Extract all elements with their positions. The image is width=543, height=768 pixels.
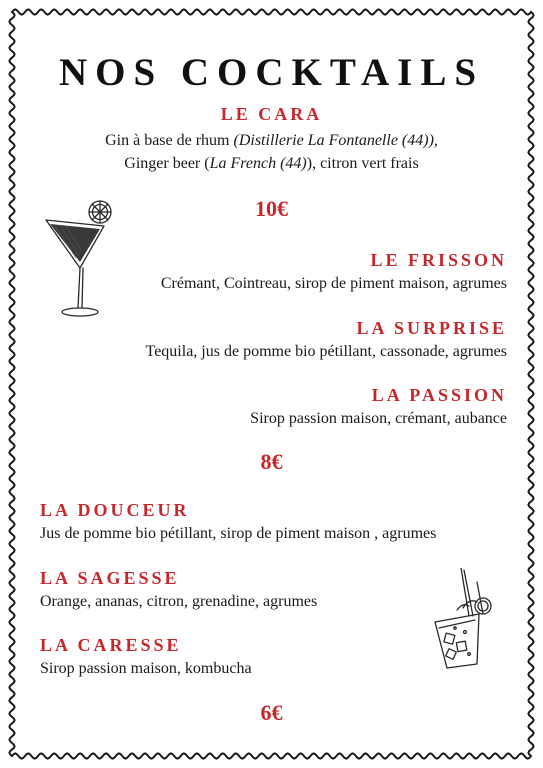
cocktail-name-la-passion: LA PASSION xyxy=(371,385,507,405)
cocktail-desc-la-caresse: Sirop passion maison, kombucha xyxy=(40,660,252,677)
cocktail-name-la-sagesse: LA SAGESSE xyxy=(40,568,180,588)
price-8: 8€ xyxy=(260,449,283,474)
cocktail-desc-le-cara-line2: Ginger beer (La French (44)), citron vert frais xyxy=(124,155,419,172)
price-10: 10€ xyxy=(255,196,288,221)
cocktail-desc-le-frisson: Crémant, Cointreau, sirop de piment maison, agrumes xyxy=(160,275,507,292)
cocktail-desc-le-cara-line1: Gin à base de rhum (Distillerie La Fontanelle (44)), xyxy=(105,132,438,149)
cocktail-desc-la-sagesse: Orange, ananas, citron, grenadine, agrumes xyxy=(40,593,318,610)
cocktail-name-le-frisson: LE FRISSON xyxy=(370,250,507,270)
cocktail-name-le-cara: LE CARA xyxy=(220,104,323,124)
cocktail-name-la-caresse: LA CARESSE xyxy=(40,635,182,655)
cocktail-desc-la-passion: Sirop passion maison, crémant, aubance xyxy=(250,410,507,427)
cocktail-desc-la-douceur: Jus de pomme bio pétillant, sirop de piment maison , agrumes xyxy=(40,525,437,542)
menu-title: NOS COCKTAILS xyxy=(58,51,485,94)
cocktail-name-la-surprise: LA SURPRISE xyxy=(356,318,507,338)
cocktail-desc-la-surprise: Tequila, jus de pomme bio pétillant, cassonade, agrumes xyxy=(145,343,507,360)
martini-glass-icon xyxy=(42,196,124,324)
price-6: 6€ xyxy=(260,700,283,725)
cocktail-name-la-douceur: LA DOUCEUR xyxy=(40,500,190,520)
highball-glass-icon xyxy=(433,568,505,672)
